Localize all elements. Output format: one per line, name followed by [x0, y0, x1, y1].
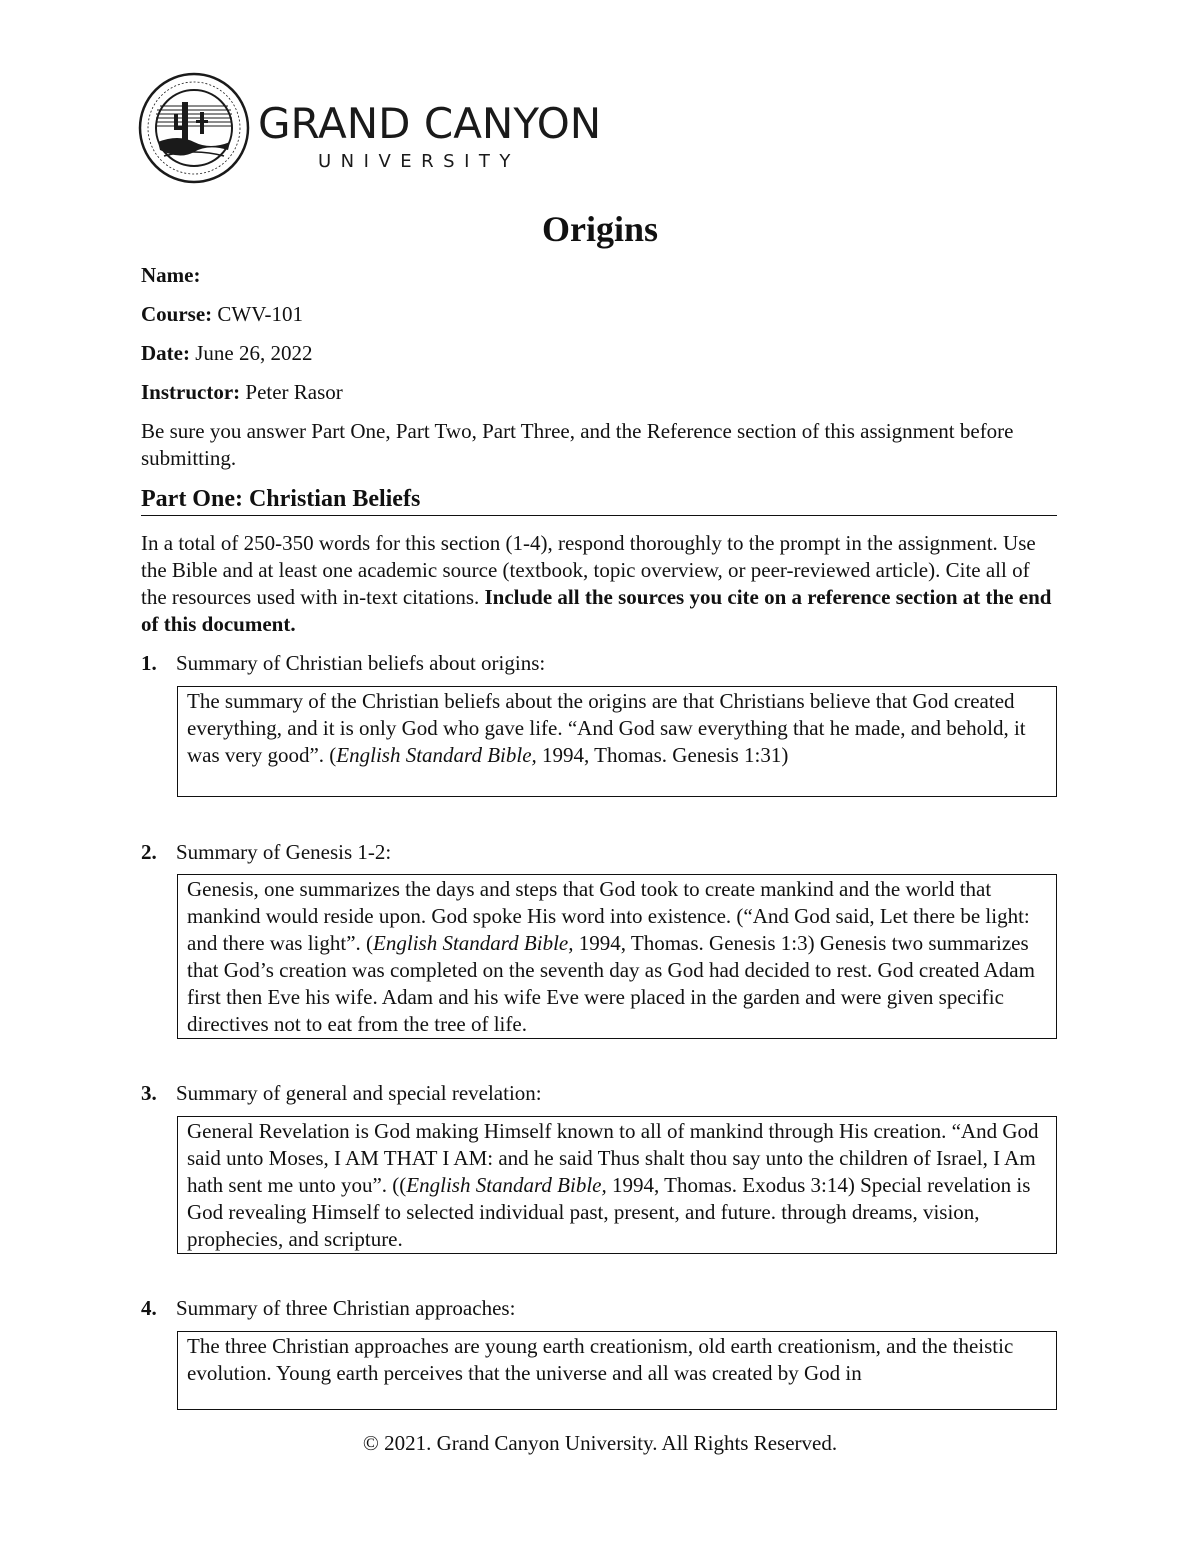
course-value: CWV-101: [217, 302, 303, 326]
instructor-field: [141, 379, 343, 406]
question-prompt: Summary of general and special revelation:: [176, 1081, 542, 1105]
question-4: [141, 1295, 515, 1322]
answer-text-part: 1994, Thomas. Exodus 3:14) Special revelation is God revealing Himself to selected individual past, present, and future. through dreams, vision, prophecies, and scripture.: [187, 1173, 1031, 1251]
course-label: Course:: [141, 302, 213, 326]
logo-wordmark-top: GRAND CANYON: [258, 99, 602, 148]
date-value: June 26, 2022: [195, 341, 313, 365]
answer-citation-italic: English Standard Bible,: [336, 743, 537, 767]
answer-text-part: The summary of the Christian beliefs about the origins are that Christians believe that God created everything, and it is only God who gave life. “And God saw everything that he made, and behold, it was very good”. (: [187, 689, 1026, 767]
document-title: Origins: [541, 209, 658, 249]
answer-text-part: The three Christian approaches are young earth creationism, old earth creationism, and the theistic evolution. Young earth perceives that the universe and all was created by God in: [187, 1334, 1014, 1385]
question-number: 4.: [141, 1296, 157, 1320]
question-number: 2.: [141, 840, 157, 864]
answer-text-part: Genesis, one summarizes the days and steps that God took to create mankind and the world that mankind would reside upon. God spoke His word into existence. (“And God said, Let there be light: and there was light”. (: [187, 877, 1030, 955]
instructor-value: Peter Rasor: [245, 380, 343, 404]
part-one-heading: Part One: Christian Beliefs: [141, 484, 1057, 516]
answer-citation-italic: English Standard Bible,: [406, 1173, 607, 1197]
answer-text-part: 1994, Thomas. Genesis 1:3) Genesis two summarizes that God’s creation was completed on the seventh day as God had decided to rest. God created Adam first then Eve his wife. Adam and his wife Eve were placed in the garden and were given specific directives not to eat from the tree of life.: [187, 931, 1035, 1036]
date-label: Date:: [141, 341, 190, 365]
answer-text: [187, 1118, 1047, 1253]
question-number: 3.: [141, 1081, 157, 1105]
part-one-instructions-text: In a total of 250-350 words for this section (1-4), respond thoroughly to the prompt in the assignment. Use the Bible and at least one academic source (textbook, topic overview, or peer-reviewed article). Cite all of the resources used with in-text citations.: [141, 531, 1036, 609]
instructor-label: Instructor:: [141, 380, 241, 404]
course-field: [141, 301, 303, 328]
answer-box-4[interactable]: [177, 1331, 1057, 1410]
assignment-instructions: Be sure you answer Part One, Part Two, Part Three, and the Reference section of this assignment before submitting.: [141, 419, 1014, 470]
answer-text: [187, 876, 1047, 1038]
name-field: [141, 262, 200, 289]
part-one-instructions-bold: Include all the sources you cite on a reference section at the end of this document.: [141, 585, 1052, 636]
question-3: [141, 1080, 542, 1107]
date-field: [141, 340, 312, 367]
question-prompt: Summary of Genesis 1-2:: [176, 840, 392, 864]
name-label: Name:: [141, 263, 201, 287]
answer-text-part: General Revelation is God making Himself known to all of mankind through His creation. “And God said unto Moses, I AM THAT I AM: and he said Thus shalt thou say unto the children of Israel, I Am hath sent me unto you”. ((: [187, 1119, 1039, 1197]
answer-text: [187, 1333, 1047, 1387]
answer-citation-italic: English Standard Bible,: [373, 931, 574, 955]
question-1: [141, 650, 545, 677]
question-number: 1.: [141, 651, 157, 675]
part-one-instructions: [141, 530, 1057, 638]
question-prompt: Summary of Christian beliefs about origins:: [176, 651, 546, 675]
copyright-footer: © 2021. Grand Canyon University. All Rights Reserved.: [362, 1431, 838, 1455]
answer-text-part: 1994, Thomas. Genesis 1:31): [536, 743, 789, 767]
answer-box-1[interactable]: [177, 686, 1057, 797]
university-logo: [138, 72, 618, 184]
question-prompt: Summary of three Christian approaches:: [176, 1296, 516, 1320]
logo-wordmark-bottom: UNIVERSITY: [318, 151, 520, 172]
answer-text: [187, 688, 1047, 769]
answer-box-2[interactable]: [177, 874, 1057, 1039]
university-seal-icon: [138, 72, 250, 184]
question-2: [141, 839, 391, 866]
answer-box-3[interactable]: [177, 1116, 1057, 1254]
